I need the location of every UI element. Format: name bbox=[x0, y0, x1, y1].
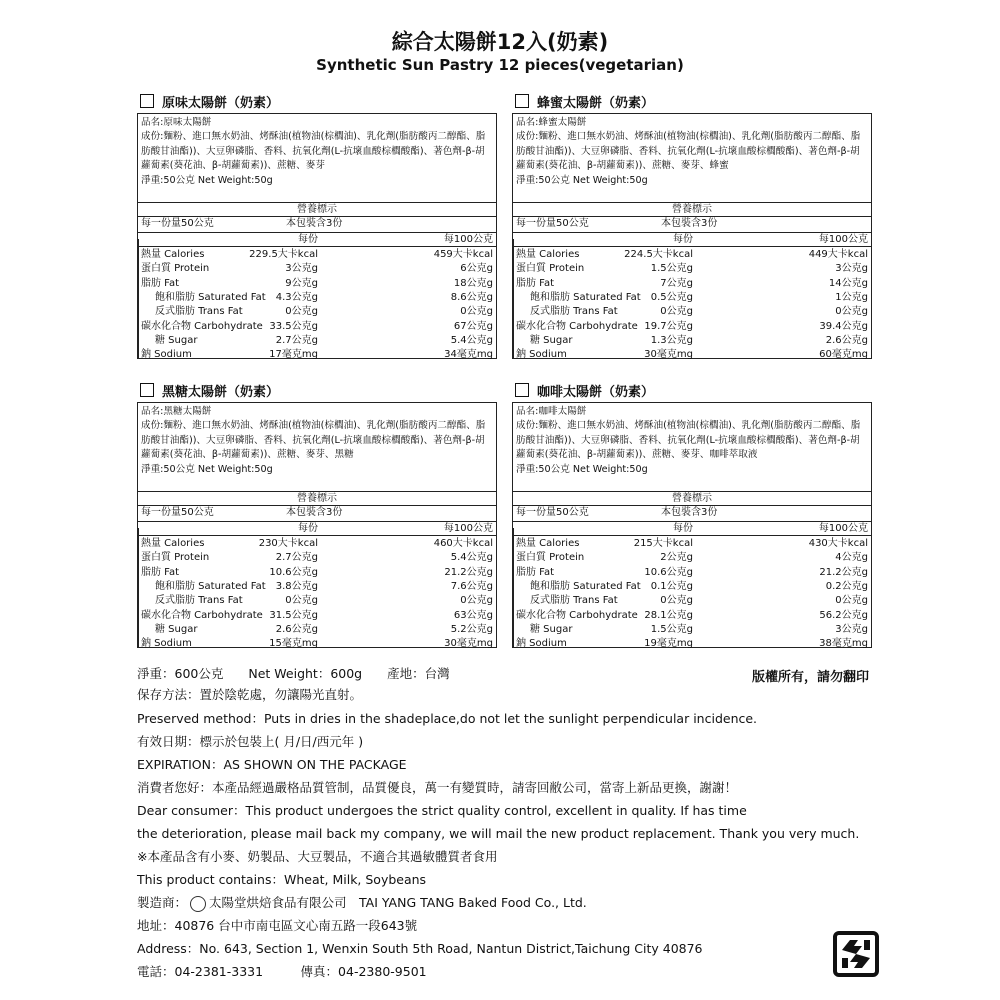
product-heading bbox=[512, 378, 872, 402]
nutrition-row bbox=[138, 594, 496, 608]
value-per-serving: 0.1公克g bbox=[650, 580, 693, 592]
nutrient-label: 脂肪 Fat bbox=[141, 277, 180, 289]
product-heading-text: 咖啡太陽餅（奶素） bbox=[537, 384, 655, 400]
nutrition-row bbox=[513, 291, 871, 305]
nutrient-label: 碳水化合物 Carbohydrate bbox=[516, 609, 638, 621]
value-per-100g: 60毫克mg bbox=[819, 349, 868, 361]
value-per-100g: 5.4公克g bbox=[450, 552, 493, 564]
value-per-100g: 2.6公克g bbox=[825, 334, 868, 346]
nutrition-table bbox=[512, 203, 872, 359]
expiry-en: EXPIRATION：AS SHOWN ON THE PACKAGE bbox=[137, 757, 407, 772]
maker-logo-icon bbox=[190, 896, 206, 912]
nutrition-row bbox=[513, 320, 871, 334]
value-per-100g: 0.2公克g bbox=[825, 580, 868, 592]
serving-size: 每一份量50公克 bbox=[141, 218, 214, 229]
nutrient-label: 鈉 Sodium bbox=[141, 638, 192, 650]
checkbox-icon bbox=[515, 383, 529, 397]
ingredient-box bbox=[137, 113, 497, 203]
value-per-serving: 1.3公克g bbox=[650, 334, 693, 346]
nutrition-row bbox=[513, 609, 871, 623]
unit-net-weight: 淨重:50公克 Net Weight:50g bbox=[141, 463, 273, 475]
value-per-100g: 39.4公克g bbox=[819, 320, 868, 332]
product-name: 品名:咖啡太陽餅 bbox=[516, 406, 587, 417]
nutrient-label: 鈉 Sodium bbox=[516, 638, 567, 650]
nutrition-table bbox=[137, 492, 497, 648]
nutrient-label: 糖 Sugar bbox=[155, 623, 198, 635]
nutrient-label: 熱量 Calories bbox=[516, 538, 580, 549]
product-title-zh: 綜合太陽餅12入(奶素) bbox=[391, 30, 609, 54]
servings-per-package: 本包裝含3份 bbox=[286, 218, 343, 229]
value-per-serving: 1.5公克g bbox=[650, 623, 693, 635]
ingredient-list: 成份:麵粉、進口無水奶油、烤酥油(植物油(棕櫚油)、乳化劑(脂肪酸丙二醇酯、脂肪酸甘油酯))、大豆卵磷脂、香料、抗氧化劑(L-抗壞血酸棕櫚酸酯)、著色劑-β-胡蘿蔔素(葵花油、β-胡蘿蔔素))、蔗糖、麥芽、咖啡萃取液 bbox=[516, 420, 861, 461]
product-name: 品名:原味太陽餅 bbox=[141, 117, 212, 128]
value-per-100g: 56.2公克g bbox=[819, 609, 868, 621]
nutrition-row bbox=[513, 551, 871, 565]
nutrient-label: 反式脂肪 Trans Fat bbox=[155, 595, 243, 607]
value-per-100g: 21.2公克g bbox=[444, 566, 493, 578]
value-per-serving: 230大卡kcal bbox=[258, 538, 318, 549]
product-heading bbox=[137, 378, 497, 402]
nutrient-label: 反式脂肪 Trans Fat bbox=[155, 306, 243, 318]
address-en: Address：No. 643, Section 1, Wenxin South 5th Road, Nantun District,Taichung City 40876 bbox=[137, 941, 703, 956]
value-per-serving: 10.6公克g bbox=[644, 566, 693, 578]
value-per-100g: 34毫克mg bbox=[444, 349, 493, 361]
nutrient-label: 蛋白質 Protein bbox=[141, 552, 210, 564]
value-per-100g: 7.6公克g bbox=[450, 580, 493, 592]
value-per-100g: 4公克g bbox=[835, 552, 868, 564]
nutrient-label: 碳水化合物 Carbohydrate bbox=[141, 320, 263, 332]
nutrition-row bbox=[138, 305, 496, 319]
nutrition-row bbox=[513, 334, 871, 348]
value-per-100g: 3公克g bbox=[835, 623, 868, 635]
ingredient-list: 成份:麵粉、進口無水奶油、烤酥油(植物油(棕櫚油)、乳化劑(脂肪酸丙二醇酯、脂肪酸甘油酯))、大豆卵磷脂、香料、抗氧化劑(L-抗壞血酸棕櫚酸酯)、著色劑-β-胡蘿蔔素(葵花油、β-胡蘿蔔素))、蔗糖、麥芽、蜂蜜 bbox=[516, 131, 861, 172]
serving-size: 每一份量50公克 bbox=[141, 507, 214, 518]
value-per-serving: 2.7公克g bbox=[275, 334, 318, 346]
contact-phone-fax: 電話：04-2381-3331 傳真：04-2380-9501 bbox=[137, 964, 427, 979]
nutrition-title: 營養標示 bbox=[672, 204, 712, 215]
product-name: 品名:蜂蜜太陽餅 bbox=[516, 117, 587, 128]
nutrient-label: 反式脂肪 Trans Fat bbox=[530, 306, 618, 318]
product-heading-text: 黑糖太陽餅（奶素） bbox=[162, 384, 280, 400]
nutrient-label: 飽和脂肪 Saturated Fat bbox=[155, 580, 266, 592]
checkbox-icon bbox=[140, 383, 154, 397]
serving-size: 每一份量50公克 bbox=[516, 507, 589, 518]
value-per-serving: 31.5公克g bbox=[269, 609, 318, 621]
nutrition-row bbox=[513, 594, 871, 608]
value-per-serving: 33.5公克g bbox=[269, 320, 318, 332]
nutrition-title: 營養標示 bbox=[297, 204, 337, 215]
value-per-serving: 9公克g bbox=[285, 277, 318, 289]
value-per-serving: 1.5公克g bbox=[650, 263, 693, 275]
col-per-serving: 每份 bbox=[673, 234, 693, 245]
nutrient-label: 蛋白質 Protein bbox=[141, 263, 210, 275]
product-heading-text: 蜂蜜太陽餅（奶素） bbox=[537, 95, 655, 111]
value-per-100g: 449大卡kcal bbox=[808, 249, 868, 260]
value-per-serving: 19.7公克g bbox=[644, 320, 693, 332]
value-per-100g: 430大卡kcal bbox=[808, 538, 868, 549]
nutrition-row bbox=[138, 334, 496, 348]
nutrient-label: 熱量 Calories bbox=[516, 249, 580, 260]
value-per-serving: 0公克g bbox=[285, 595, 318, 607]
nutrition-row bbox=[513, 248, 871, 262]
nutrition-title: 營養標示 bbox=[672, 493, 712, 504]
value-per-100g: 63公克g bbox=[453, 609, 493, 621]
nutrition-row bbox=[138, 348, 496, 362]
nutrition-row bbox=[513, 305, 871, 319]
col-per-100g: 每100公克 bbox=[443, 234, 493, 245]
nutrition-row bbox=[138, 566, 496, 580]
nutrient-label: 鈉 Sodium bbox=[141, 349, 192, 361]
nutrient-label: 糖 Sugar bbox=[530, 623, 573, 635]
value-per-serving: 0公克g bbox=[660, 595, 693, 607]
ingredient-box bbox=[512, 113, 872, 203]
address-zh: 地址：40876 台中市南屯區文心南五路一段643號 bbox=[137, 918, 418, 933]
unit-net-weight: 淨重:50公克 Net Weight:50g bbox=[141, 174, 273, 186]
manufacturer bbox=[137, 895, 587, 912]
value-per-serving: 3公克g bbox=[285, 263, 318, 275]
total-net-weight: 淨重：600公克 Net Weight：600g 產地：台灣 bbox=[137, 666, 450, 681]
value-per-100g: 5.4公克g bbox=[450, 334, 493, 346]
nutrient-label: 碳水化合物 Carbohydrate bbox=[141, 609, 263, 621]
col-per-serving: 每份 bbox=[673, 523, 693, 534]
nutrition-table bbox=[137, 203, 497, 359]
nutrient-label: 反式脂肪 Trans Fat bbox=[530, 595, 618, 607]
value-per-100g: 38毫克mg bbox=[819, 638, 868, 650]
consumer-notice-en-2: the deterioration, please mail back my company, we will mail the new product replacement. Thank you very much. bbox=[137, 826, 860, 841]
nutrient-label: 飽和脂肪 Saturated Fat bbox=[155, 291, 266, 303]
consumer-notice-zh: 消費者您好：本產品經過嚴格品質管制，品質優良，萬一有變質時，請寄回敝公司，當寄上新品更換，謝謝！ bbox=[137, 780, 738, 795]
nutrient-label: 蛋白質 Protein bbox=[516, 263, 585, 275]
value-per-serving: 0.5公克g bbox=[650, 291, 693, 303]
col-per-serving: 每份 bbox=[298, 234, 318, 245]
nutrition-row bbox=[138, 623, 496, 637]
nutrient-label: 糖 Sugar bbox=[155, 334, 198, 346]
value-per-serving: 4.3公克g bbox=[275, 291, 318, 303]
product-name: 品名:黑糖太陽餅 bbox=[141, 406, 212, 417]
value-per-serving: 10.6公克g bbox=[269, 566, 318, 578]
storage-en: Preserved method：Puts in dries in the shadeplace,do not let the sunlight perpendicular incidence. bbox=[137, 711, 758, 726]
value-per-serving: 15毫克mg bbox=[269, 638, 318, 650]
value-per-serving: 215大卡kcal bbox=[633, 538, 693, 549]
nutrition-row bbox=[513, 277, 871, 291]
nutrition-row bbox=[138, 277, 496, 291]
product-title-en: Synthetic Sun Pastry 12 pieces(vegetarian) bbox=[316, 56, 684, 74]
allergen-zh: ※本產品含有小麥、奶製品、大豆製品，不適合其過敏體質者食用 bbox=[137, 849, 498, 864]
checkbox-icon bbox=[140, 94, 154, 108]
servings-per-package: 本包裝含3份 bbox=[661, 218, 718, 229]
nutrient-label: 脂肪 Fat bbox=[141, 566, 180, 578]
nutrition-row bbox=[138, 262, 496, 276]
value-per-100g: 0公克g bbox=[835, 595, 868, 607]
product-heading bbox=[137, 89, 497, 113]
product-card-2 bbox=[512, 89, 872, 359]
servings-per-package: 本包裝含3份 bbox=[661, 507, 718, 518]
nutrient-label: 飽和脂肪 Saturated Fat bbox=[530, 580, 641, 592]
value-per-100g: 8.6公克g bbox=[450, 291, 493, 303]
value-per-serving: 28.1公克g bbox=[644, 609, 693, 621]
storage-zh: 保存方法：置於陰乾處，勿讓陽光直射。 bbox=[137, 687, 363, 702]
value-per-100g: 5.2公克g bbox=[450, 623, 493, 635]
unit-net-weight: 淨重:50公克 Net Weight:50g bbox=[516, 174, 648, 186]
value-per-100g: 3公克g bbox=[835, 263, 868, 275]
value-per-100g: 14公克g bbox=[828, 277, 868, 289]
nutrition-row bbox=[513, 580, 871, 594]
copyright-notice: 版權所有，請勿翻印 bbox=[751, 670, 869, 685]
value-per-serving: 2.6公克g bbox=[275, 623, 318, 635]
ingredient-list: 成份:麵粉、進口無水奶油、烤酥油(植物油(棕櫚油)、乳化劑(脂肪酸丙二醇酯、脂肪酸甘油酯))、大豆卵磷脂、香料、抗氧化劑(L-抗壞血酸棕櫚酸酯)、著色劑-β-胡蘿蔔素(葵花油、β-胡蘿蔔素))、蔗糖、麥芽 bbox=[141, 131, 486, 172]
value-per-100g: 18公克g bbox=[453, 277, 493, 289]
nutrition-row bbox=[138, 551, 496, 565]
nutrition-table bbox=[512, 492, 872, 648]
value-per-100g: 30毫克mg bbox=[444, 638, 493, 650]
value-per-serving: 0公克g bbox=[660, 306, 693, 318]
value-per-100g: 0公克g bbox=[460, 595, 493, 607]
nutrition-row bbox=[138, 291, 496, 305]
value-per-serving: 0公克g bbox=[285, 306, 318, 318]
servings-per-package: 本包裝含3份 bbox=[286, 507, 343, 518]
nutrition-row bbox=[138, 248, 496, 262]
nutrient-label: 碳水化合物 Carbohydrate bbox=[516, 320, 638, 332]
nutrition-row bbox=[513, 566, 871, 580]
manufacturer-name: 太陽堂烘焙食品有限公司 TAI YANG TANG Baked Food Co., Ltd. bbox=[209, 895, 587, 910]
value-per-100g: 460大卡kcal bbox=[433, 538, 493, 549]
ingredient-box bbox=[512, 402, 872, 492]
allergen-en: This product contains：Wheat, Milk, Soybeans bbox=[137, 872, 427, 887]
value-per-serving: 30毫克mg bbox=[644, 349, 693, 361]
col-per-serving: 每份 bbox=[298, 523, 318, 534]
serving-size: 每一份量50公克 bbox=[516, 218, 589, 229]
nutrition-row bbox=[513, 537, 871, 551]
nutrition-row bbox=[513, 623, 871, 637]
expiry-zh: 有效日期：標示於包裝上( 月/日/西元年 ) bbox=[137, 734, 364, 749]
nutrient-label: 蛋白質 Protein bbox=[516, 552, 585, 564]
nutrition-title: 營養標示 bbox=[297, 493, 337, 504]
nutrition-row bbox=[138, 537, 496, 551]
value-per-serving: 3.8公克g bbox=[275, 580, 318, 592]
recycle-icon bbox=[832, 930, 880, 978]
nutrient-label: 飽和脂肪 Saturated Fat bbox=[530, 291, 641, 303]
nutrition-row bbox=[138, 609, 496, 623]
value-per-100g: 459大卡kcal bbox=[433, 249, 493, 260]
product-heading-text: 原味太陽餅（奶素） bbox=[162, 95, 280, 111]
product-heading bbox=[512, 89, 872, 113]
value-per-serving: 7公克g bbox=[660, 277, 693, 289]
col-per-100g: 每100公克 bbox=[818, 523, 868, 534]
ingredient-box bbox=[137, 402, 497, 492]
unit-net-weight: 淨重:50公克 Net Weight:50g bbox=[516, 463, 648, 475]
nutrient-label: 熱量 Calories bbox=[141, 249, 205, 260]
value-per-serving: 19毫克mg bbox=[644, 638, 693, 650]
value-per-serving: 2公克g bbox=[660, 552, 693, 564]
value-per-100g: 67公克g bbox=[453, 320, 493, 332]
nutrient-label: 脂肪 Fat bbox=[516, 566, 555, 578]
nutrition-row bbox=[138, 580, 496, 594]
nutrient-label: 熱量 Calories bbox=[141, 538, 205, 549]
consumer-notice-en-1: Dear consumer：This product undergoes the strict quality control, excellent in quality. If has time bbox=[137, 803, 747, 818]
value-per-serving: 224.5大卡kcal bbox=[624, 249, 693, 260]
nutrition-row bbox=[513, 348, 871, 362]
product-card-1 bbox=[137, 89, 497, 359]
value-per-100g: 6公克g bbox=[460, 263, 493, 275]
value-per-serving: 17毫克mg bbox=[269, 349, 318, 361]
checkbox-icon bbox=[515, 94, 529, 108]
value-per-100g: 0公克g bbox=[835, 306, 868, 318]
value-per-serving: 2.7公克g bbox=[275, 552, 318, 564]
ingredient-list: 成份:麵粉、進口無水奶油、烤酥油(植物油(棕櫚油)、乳化劑(脂肪酸丙二醇酯、脂肪酸甘油酯))、大豆卵磷脂、香料、抗氧化劑(L-抗壞血酸棕櫚酸酯)、著色劑-β-胡蘿蔔素(葵花油、β-胡蘿蔔素))、蔗糖、麥芽、黑糖 bbox=[141, 420, 486, 461]
value-per-100g: 21.2公克g bbox=[819, 566, 868, 578]
value-per-100g: 1公克g bbox=[835, 291, 868, 303]
value-per-serving: 229.5大卡kcal bbox=[249, 249, 318, 260]
manufacturer-label: 製造商： bbox=[137, 895, 188, 910]
product-card-4 bbox=[512, 378, 872, 648]
product-card-3 bbox=[137, 378, 497, 648]
value-per-100g: 0公克g bbox=[460, 306, 493, 318]
col-per-100g: 每100公克 bbox=[443, 523, 493, 534]
nutrition-row bbox=[513, 637, 871, 651]
col-per-100g: 每100公克 bbox=[818, 234, 868, 245]
nutrient-label: 糖 Sugar bbox=[530, 334, 573, 346]
nutrition-row bbox=[513, 262, 871, 276]
nutrition-row bbox=[138, 637, 496, 651]
nutrient-label: 鈉 Sodium bbox=[516, 349, 567, 361]
nutrition-row bbox=[138, 320, 496, 334]
nutrient-label: 脂肪 Fat bbox=[516, 277, 555, 289]
